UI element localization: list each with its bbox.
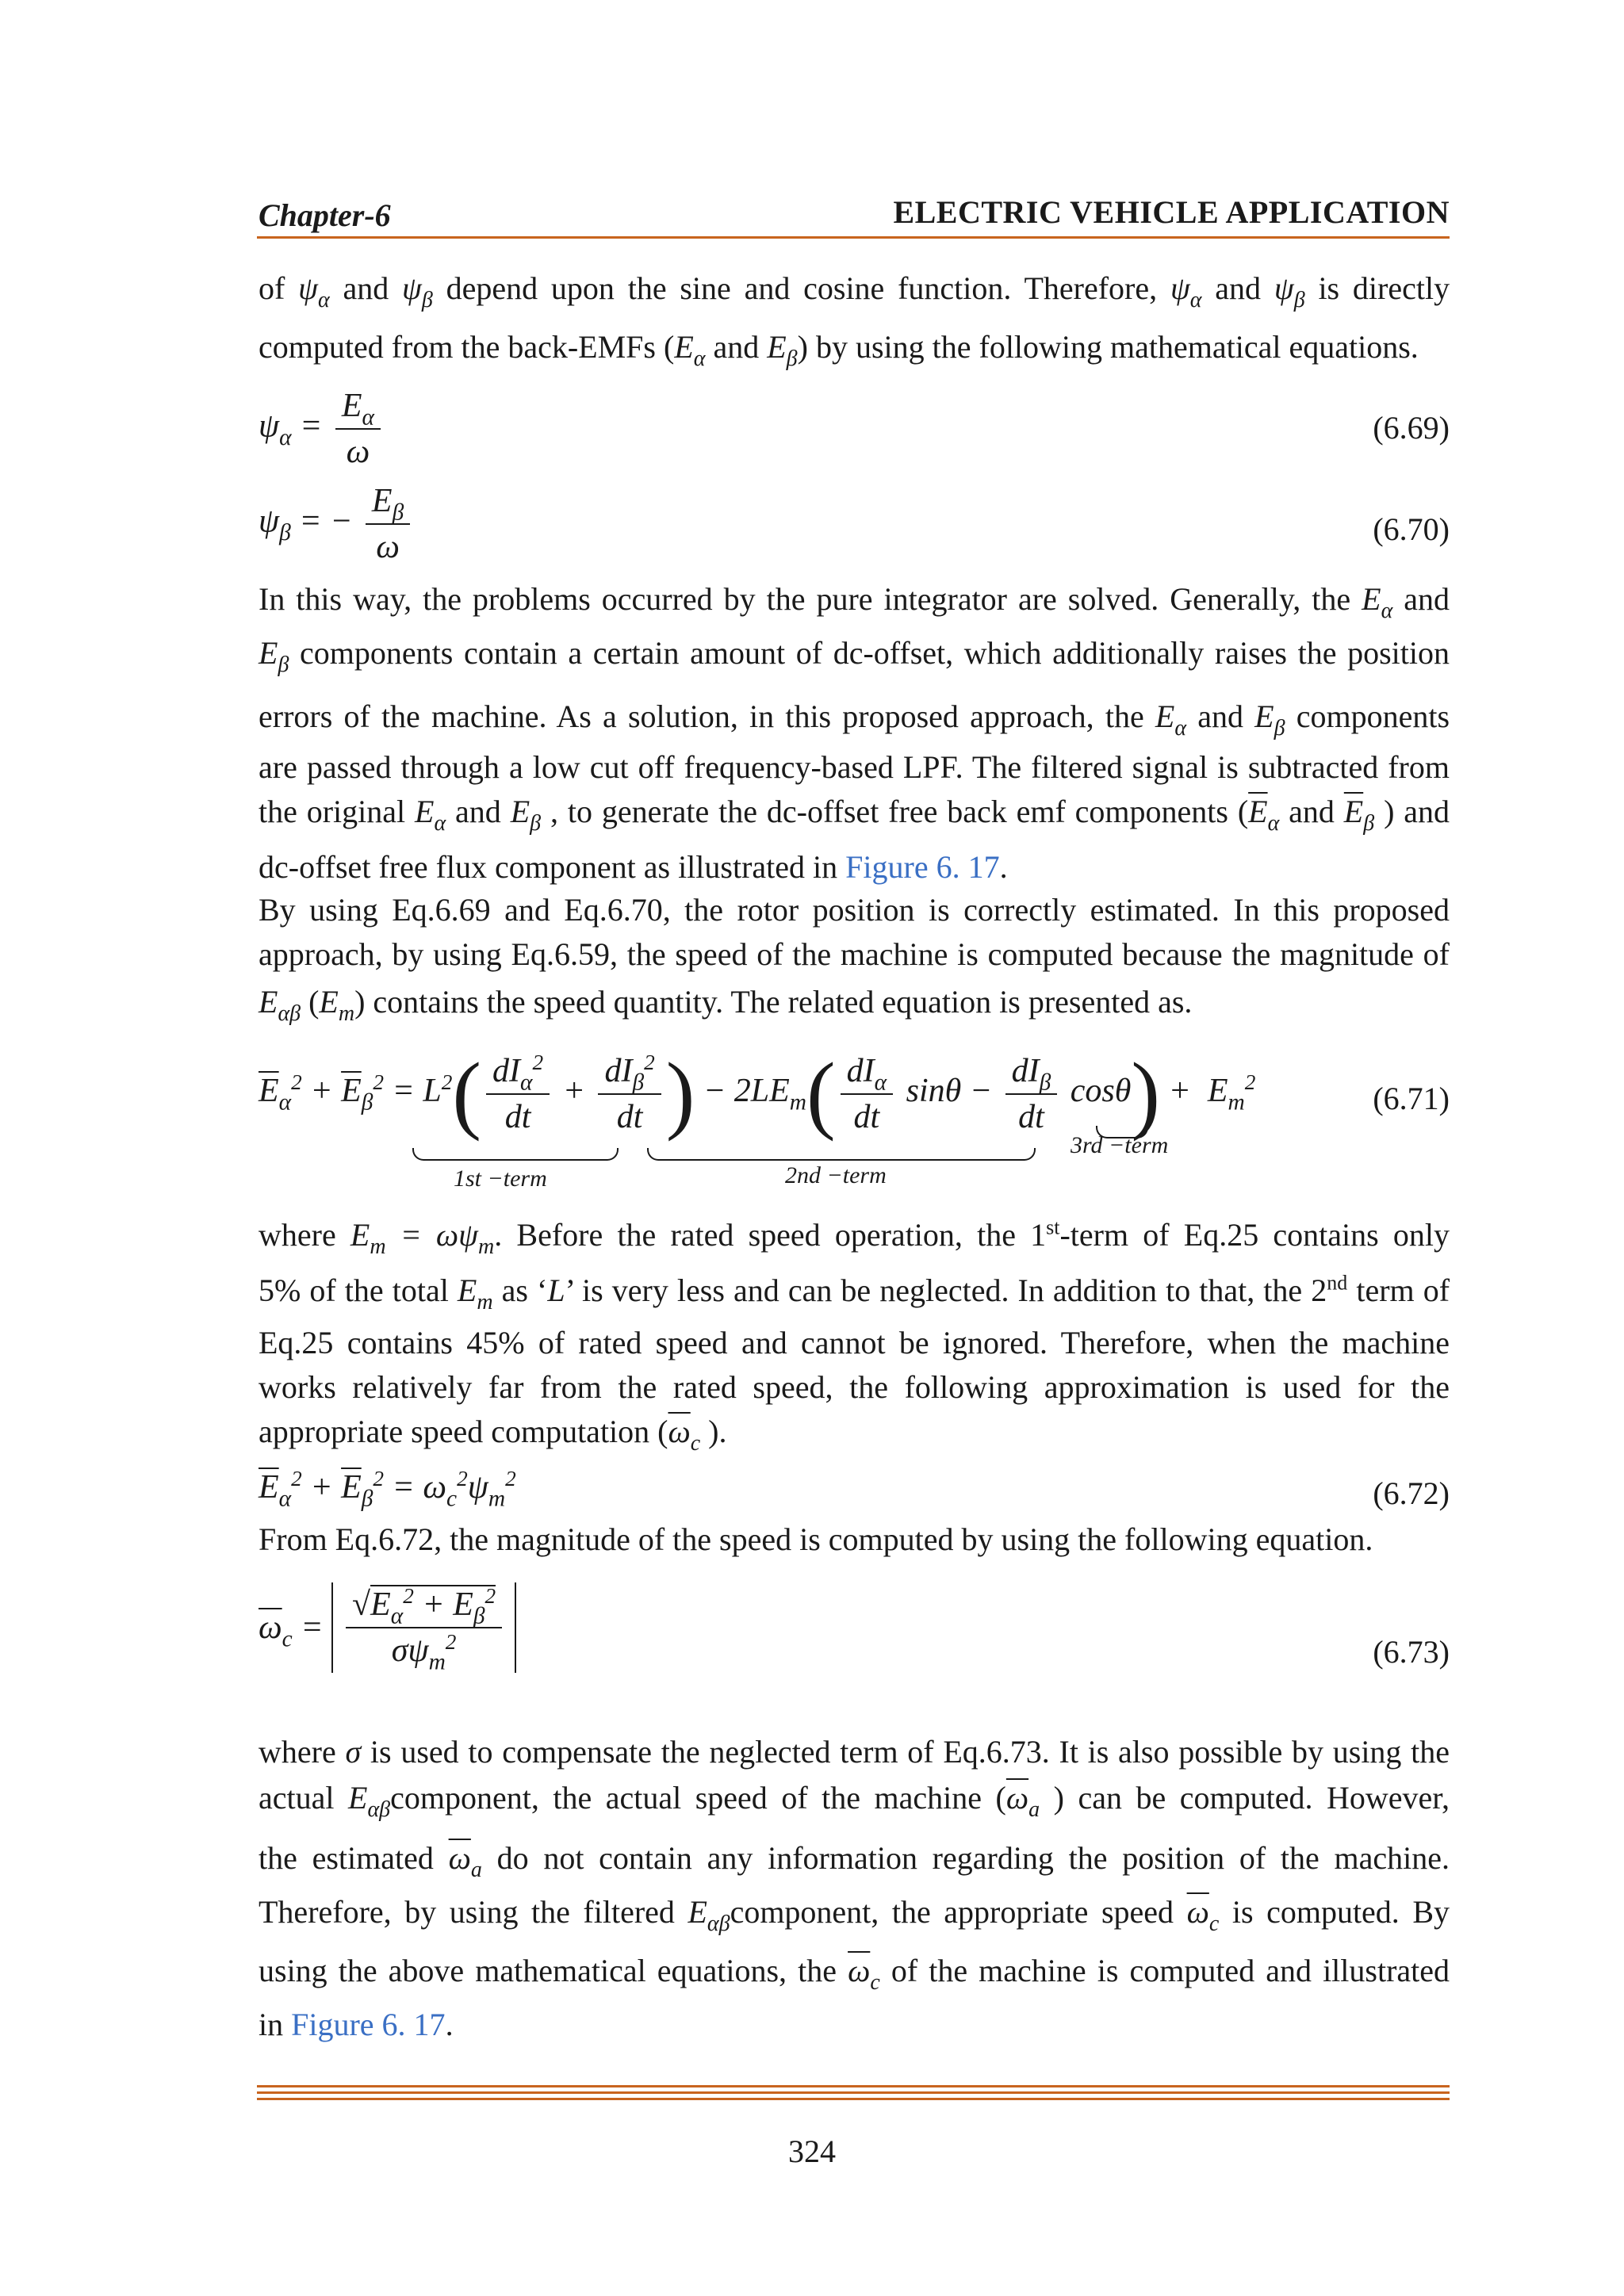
label-3rd-term: 3rd −term [1071, 1132, 1169, 1158]
text-line: computed from the back-EMFs ($E_\alpha$ and $E_\beta$) by using the following mathematical equations. [259, 329, 1419, 371]
text-line: appropriate speed computation ($\overline{\omega}_c$ ). [259, 1414, 727, 1456]
text-line: dc-offset free flux component as illustrated in Figure 6. 17. [259, 849, 1008, 885]
text-line: $E_\beta$ components contain a certain amount of dc-offset, which additionally raises the position [259, 635, 1450, 677]
text-line: the estimated $\overline{\omega}_a$ do not contain any information regarding the position of the machine. [259, 1840, 1450, 1882]
text-line: 5% of the total $E_m$ as ‘L’ is very less and can be neglected. In addition to that, the 2nd term of [259, 1271, 1450, 1314]
text-line: approach, by using Eq.6.59, the speed of the machine is computed because the magnitude of [259, 936, 1450, 972]
text-line: in Figure 6. 17. [259, 2007, 454, 2042]
text-line: By using Eq.6.69 and Eq.6.70, the rotor position is correctly estimated. In this proposed [259, 892, 1450, 928]
text-line: of $\psi_\alpha$ and $\psi_\beta$ depend upon the sine and cosine function. Therefore, $\psi_\alpha$ and $\psi_\beta$ is directly [259, 270, 1450, 312]
text-line: works relatively far from the rated speed, the following approximation is used for the [259, 1369, 1450, 1405]
equation-6-71: $\overline{E}_\alpha^2 + \overline{E}_\beta^2 = L^2$( $\frac{dI_\alpha^2}{dt}$ + $\frac{dI_\beta^2}{dt}$ ) − $2LE_m$( $\frac{dI_\alpha}{dt}$ sinθ − $\frac{dI_\beta}{dt}$ $\cos\theta) + E_m^2$ [259, 1045, 1256, 1142]
equation-number: (6.70) [1373, 511, 1450, 547]
equation-number: (6.71) [1373, 1081, 1450, 1116]
equation-number: (6.72) [1373, 1475, 1450, 1511]
label-2nd-term: 2nd −term [785, 1162, 887, 1188]
text-line: Eq.25 contains 45% of rated speed and cannot be ignored. Therefore, when the machine [259, 1325, 1450, 1360]
equation-6-72: $\overline{E}_\alpha^2 + \overline{E}_\beta^2 = \omega_c^2\psi_m^2$ [259, 1467, 516, 1512]
equation-6-70: $\psi_\beta$ = − $\frac{E_\beta}{\omega}$ [259, 482, 415, 566]
text-line: actual $E_{\alpha\beta}component$, the actual speed of the machine ($\overline{\omega}_a$ ) can be computed. However, [259, 1780, 1450, 1822]
figure-link[interactable]: Figure 6. 17 [845, 849, 1000, 885]
text-line: where $E_m = \omega\psi_m$. Before the rated speed operation, the 1st-term of Eq.25 contains only [259, 1215, 1450, 1259]
equation-6-69: $\psi_\alpha$ = $\frac{E_\alpha}{\omega}$ [259, 387, 385, 471]
label-1st-term: 1st −term [454, 1165, 547, 1192]
text-line: In this way, the problems occurred by the pure integrator are solved. Generally, the $E_\alpha$ and [259, 581, 1450, 623]
text-line: $E_{\alpha\beta}$ $(E_m)$ contains the speed quantity. The related equation is presented as. [259, 984, 1193, 1026]
text-line: Therefore, by using the filtered $E_{\alpha\beta}component$, the appropriate speed $\overline{\omega}_c$ is computed. By [259, 1894, 1450, 1936]
page-number: 324 [788, 2133, 836, 2169]
equation-number: (6.73) [1373, 1634, 1450, 1670]
chapter-label: Chapter-6 [259, 197, 391, 233]
equation-number: (6.69) [1373, 410, 1450, 446]
chapter-title: ELECTRIC VEHICLE APPLICATION [893, 194, 1450, 230]
text-line: From Eq.6.72, the magnitude of the speed is computed by using the following equation. [259, 1521, 1373, 1557]
footer-rule [257, 2085, 1450, 2087]
text-line: are passed through a low cut off frequency-based LPF. The filtered signal is subtracted from [259, 749, 1450, 785]
equation-6-73: $\overline{\omega}_c$ = $\frac{√E_\alpha^2 + \overline{E}_\beta^2}{\sigma\psi_m^2}$ [259, 1582, 516, 1673]
footer-rule [257, 2098, 1450, 2100]
brace-1st-term [412, 1148, 619, 1161]
text-line: where σ is used to compensate the neglected term of Eq.6.73. It is also possible by using the [259, 1734, 1450, 1770]
text-line: errors of the machine. As a solution, in this proposed approach, the $E_\alpha$ and $E_\beta$ components [259, 698, 1450, 740]
text-line: the original $E_\alpha$ and $E_\beta$ , to generate the dc-offset free back emf components ($\overline{E}_\alpha$ and $\overline{E}_\beta$ ) and [259, 794, 1450, 836]
header-rule [257, 236, 1450, 239]
brace-2nd-term [647, 1148, 1036, 1161]
text-line: using the above mathematical equations, the $\overline{\omega}_c$ of the machine is computed and illustrated [259, 1953, 1450, 1995]
figure-link[interactable]: Figure 6. 17 [291, 2007, 446, 2042]
footer-rule [257, 2091, 1450, 2094]
